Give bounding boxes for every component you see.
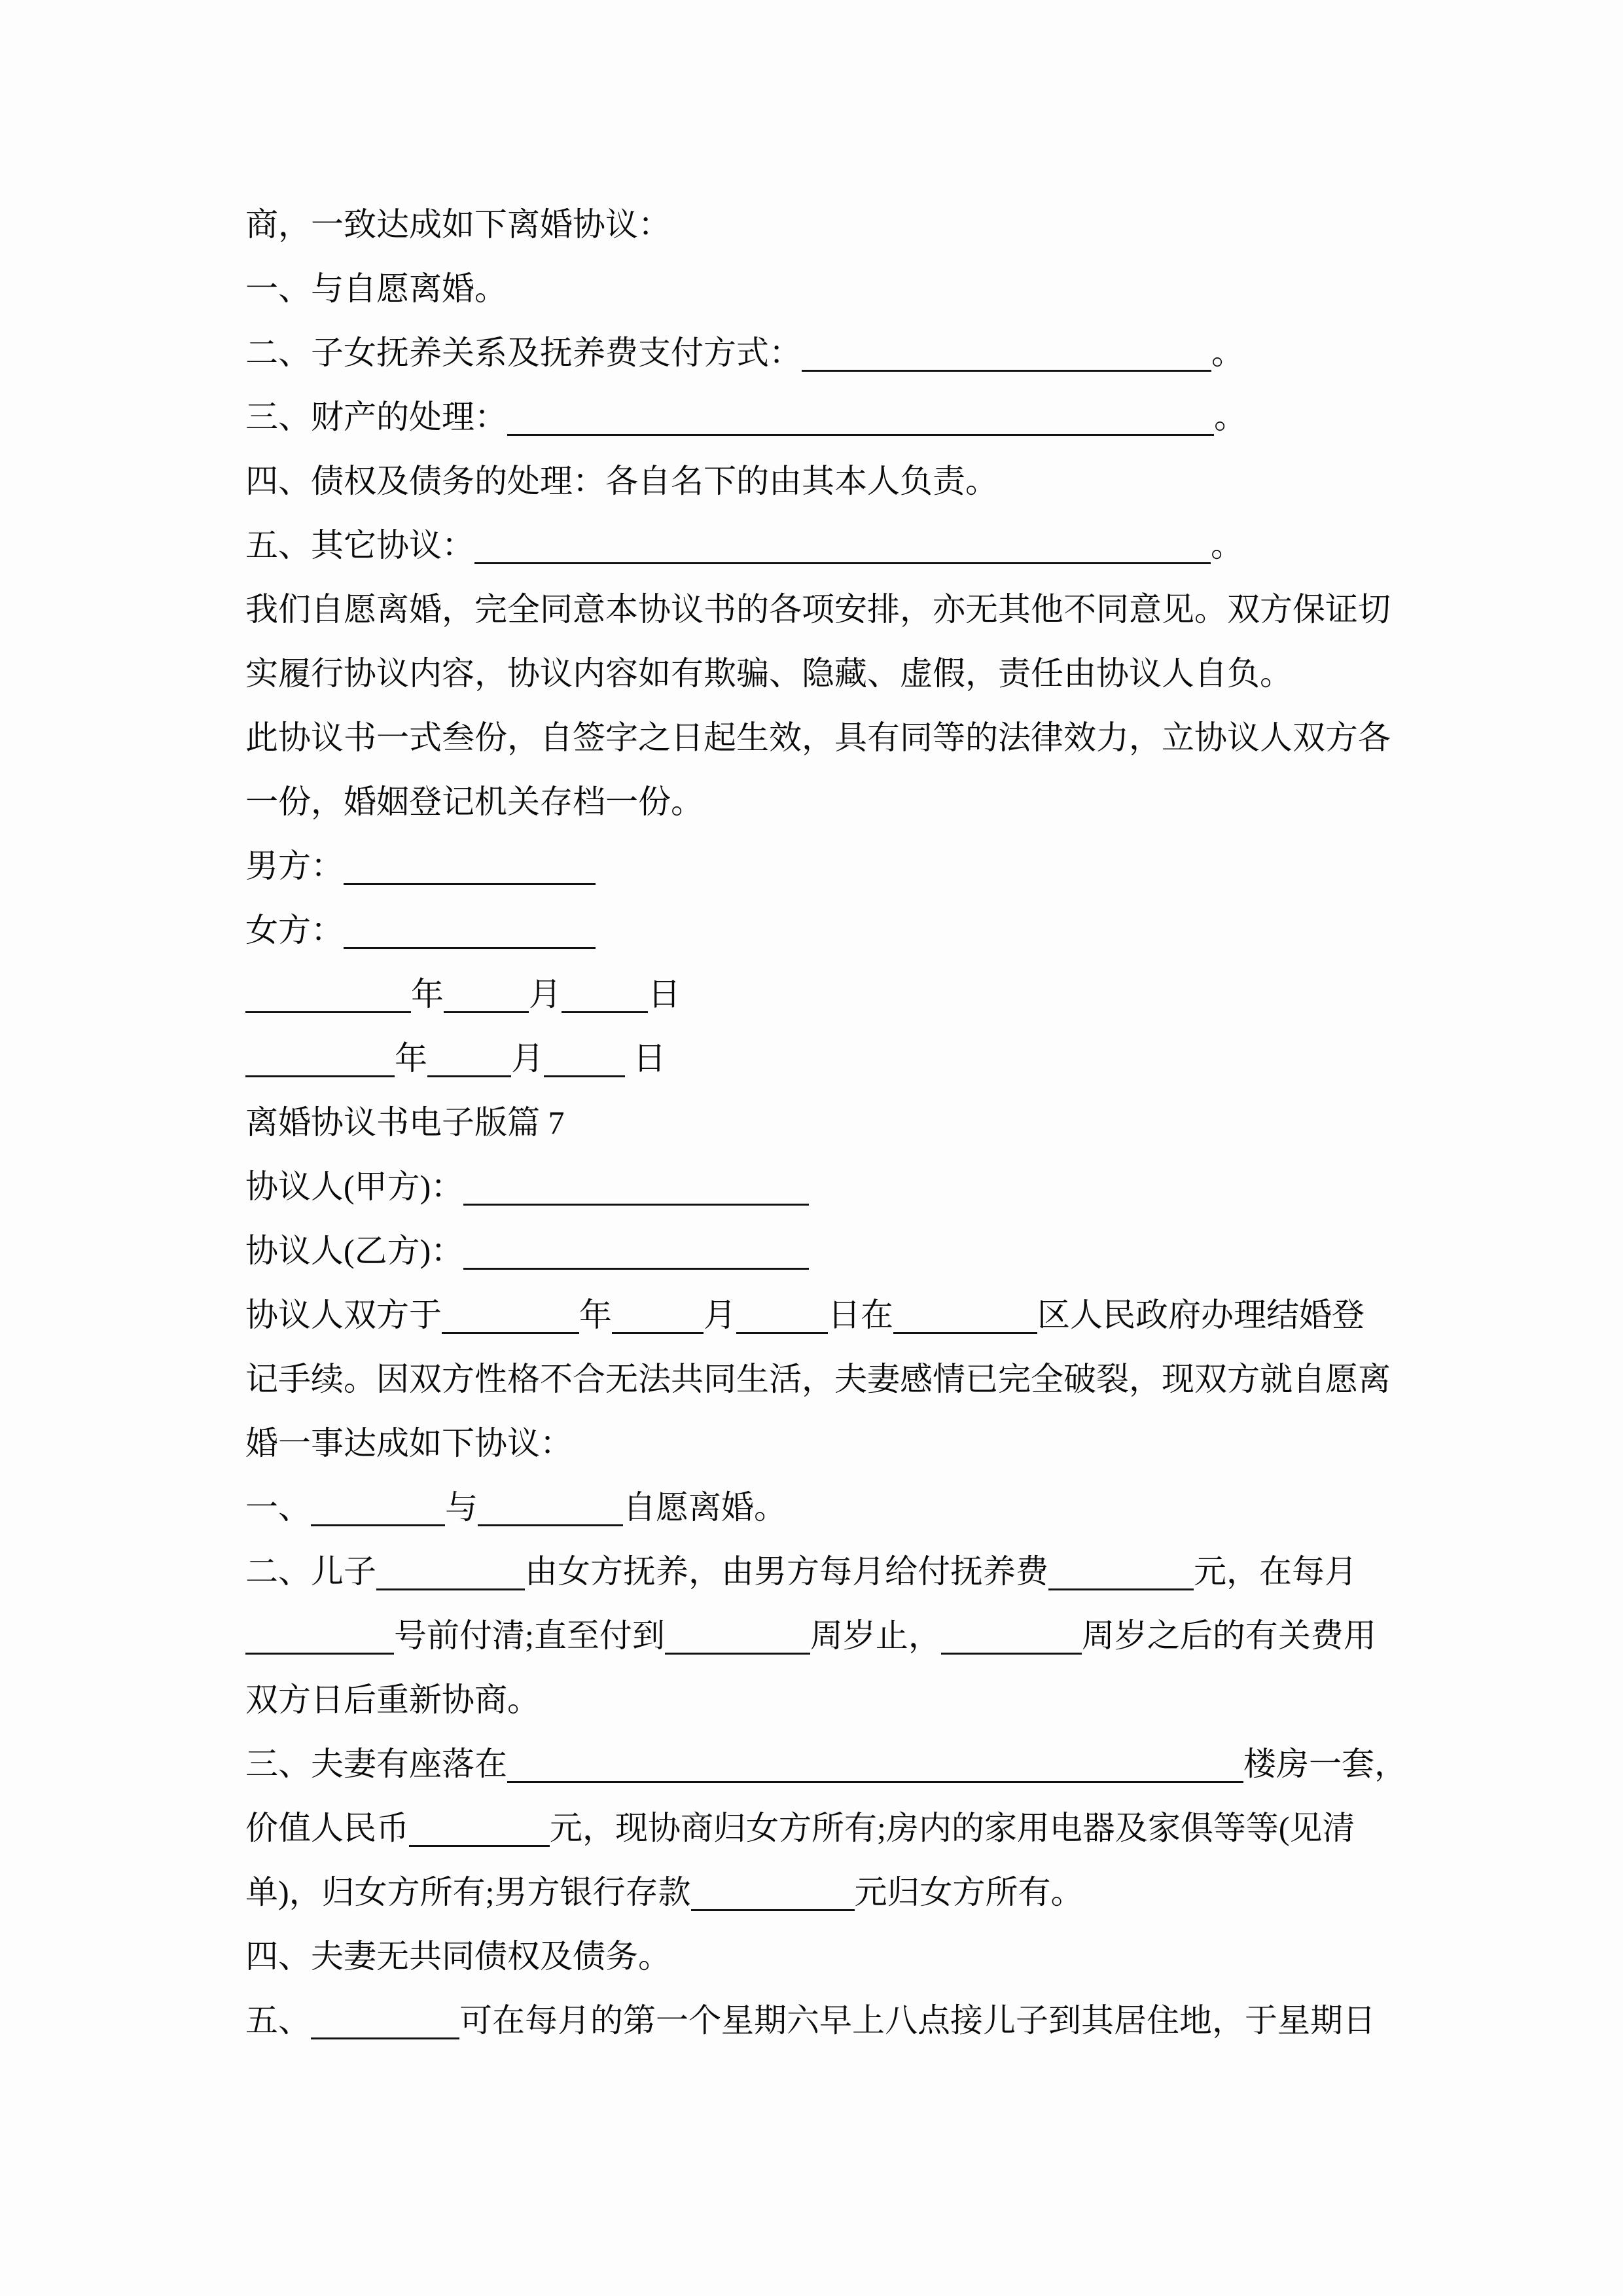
text-run: 日在 — [828, 1297, 893, 1333]
fill-in-blank — [463, 1268, 809, 1270]
fill-in-blank — [802, 370, 1211, 372]
text-run: 元，现协商归女方所有;房内的家用电器及家俱等等(见清 — [550, 1810, 1355, 1846]
fill-in-blank — [344, 883, 596, 885]
text-run: 元归女方所有。 — [854, 1874, 1084, 1910]
fill-in-blank — [507, 434, 1214, 436]
text-run: 单)，归女方所有;男方银行存款 — [245, 1874, 691, 1910]
document-line — [245, 1988, 1400, 2053]
fill-in-blank — [245, 1011, 411, 1013]
document-line — [245, 321, 1400, 385]
text-run: 自愿离婚。 — [623, 1489, 787, 1526]
text-run: 一份，婚姻登记机关存档一份。 — [245, 783, 704, 820]
text-run: 实履行协议内容，协议内容如有欺骗、隐藏、虚假，责任由协议人自负。 — [245, 655, 1293, 692]
text-run: 年 — [411, 976, 444, 1013]
text-run: 与 — [445, 1489, 478, 1526]
document-line — [245, 1283, 1400, 1347]
fill-in-blank — [736, 1332, 828, 1334]
fill-in-blank — [245, 1075, 395, 1077]
text-run: 协议人双方于 — [245, 1297, 442, 1333]
text-run: 二、儿子 — [245, 1553, 376, 1590]
document-line — [245, 1539, 1400, 1604]
fill-in-blank — [427, 1075, 511, 1077]
fill-in-blank — [344, 947, 596, 949]
text-run: 由女方抚养，由男方每月给付抚养费 — [525, 1553, 1048, 1590]
fill-in-blank — [612, 1332, 704, 1334]
text-run: 年 — [579, 1297, 612, 1333]
text-run: 离婚协议书电子版篇 7 — [245, 1104, 565, 1141]
document-line — [245, 1090, 1400, 1155]
document-line — [245, 770, 1400, 834]
fill-in-blank — [311, 2037, 459, 2039]
text-run: 月 — [704, 1297, 736, 1333]
document-line — [245, 385, 1400, 449]
document-line — [245, 962, 1400, 1026]
fill-in-blank — [474, 562, 1211, 564]
document-line — [245, 706, 1400, 770]
text-run: 一、 — [245, 1489, 311, 1526]
text-run: 周岁之后的有关费用 — [1081, 1617, 1376, 1654]
text-run: 此协议书一式叁份，自签字之日起生效，具有同等的法律效力，立协议人双方各 — [245, 719, 1391, 756]
document-line — [245, 1411, 1400, 1475]
text-run: 男方： — [245, 848, 344, 884]
text-run: 日 — [648, 976, 681, 1013]
text-run: 协议人(乙方)： — [245, 1232, 464, 1269]
document-line — [245, 1732, 1407, 1796]
fill-in-blank — [376, 1588, 525, 1590]
document-line — [245, 1924, 1400, 1988]
fill-in-blank — [893, 1332, 1037, 1334]
fill-in-blank — [444, 1011, 529, 1013]
document-line — [245, 192, 1400, 257]
text-run: 。 — [1211, 334, 1244, 371]
document-line — [245, 449, 1400, 513]
text-run: 三、财产的处理： — [245, 399, 507, 435]
document-line — [245, 513, 1400, 577]
fill-in-blank — [544, 1075, 625, 1077]
text-run: 三、夫妻有座落在 — [245, 1746, 507, 1782]
text-run: 四、夫妻无共同债权及债务。 — [245, 1938, 671, 1975]
fill-in-blank — [691, 1909, 855, 1911]
document-line — [245, 1219, 1400, 1283]
text-run: 四、债权及债务的处理：各自名下的由其本人负责。 — [245, 463, 998, 499]
text-run: 商，一致达成如下离婚协议： — [245, 206, 671, 243]
text-run: 我们自愿离婚，完全同意本协议书的各项安排，亦无其他不同意见。双方保证切 — [245, 591, 1391, 628]
fill-in-blank — [941, 1653, 1082, 1655]
document-line — [245, 1475, 1400, 1539]
fill-in-blank — [245, 1653, 394, 1655]
document-body — [245, 192, 1407, 2053]
text-run: 价值人民币 — [245, 1810, 409, 1846]
document-line — [245, 1155, 1400, 1219]
fill-in-blank — [665, 1653, 810, 1655]
text-run: 。 — [1214, 399, 1247, 435]
text-run: 女方： — [245, 912, 344, 948]
text-run: 周岁止， — [810, 1617, 941, 1654]
document-line — [245, 1860, 1400, 1924]
fill-in-blank — [507, 1781, 1243, 1783]
document-line — [245, 257, 1400, 321]
document-line — [245, 1668, 1400, 1732]
text-run: 婚一事达成如下协议： — [245, 1425, 573, 1462]
document-line — [245, 641, 1400, 706]
document-line — [245, 1347, 1400, 1411]
document-line — [245, 1796, 1400, 1860]
fill-in-blank — [311, 1524, 445, 1526]
text-run: 可在每月的第一个星期六早上八点接儿子到其居住地，于星期日 — [459, 2002, 1376, 2039]
document-line — [245, 834, 1400, 898]
text-run: 楼房一套， — [1243, 1746, 1407, 1782]
fill-in-blank — [463, 1204, 809, 1206]
text-run: 年 — [395, 1040, 427, 1077]
text-run: 协议人(甲方)： — [245, 1168, 464, 1205]
text-run: 双方日后重新协商。 — [245, 1681, 540, 1718]
text-run: 五、 — [245, 2002, 311, 2039]
fill-in-blank — [409, 1845, 550, 1847]
text-run: 二、子女抚养关系及抚养费支付方式： — [245, 334, 802, 371]
text-run: 区人民政府办理结婚登 — [1037, 1297, 1364, 1333]
fill-in-blank — [1048, 1588, 1194, 1590]
text-run: 月 — [529, 976, 562, 1013]
document-line — [245, 1604, 1400, 1668]
text-run: 号前付清;直至付到 — [394, 1617, 665, 1654]
document-line — [245, 577, 1400, 641]
text-run: 记手续。因双方性格不合无法共同生活，夫妻感情已完全破裂，现双方就自愿离 — [245, 1361, 1391, 1397]
text-run: 。 — [1211, 527, 1243, 564]
fill-in-blank — [562, 1011, 648, 1013]
text-run: 元，在每月 — [1194, 1553, 1357, 1590]
fill-in-blank — [478, 1524, 623, 1526]
text-run: 月 — [511, 1040, 544, 1077]
document-line — [245, 898, 1400, 962]
text-run: 五、其它协议： — [245, 527, 474, 564]
document-line — [245, 1026, 1400, 1090]
text-run: 日 — [625, 1040, 666, 1077]
text-run: 一、与自愿离婚。 — [245, 270, 507, 307]
fill-in-blank — [442, 1332, 579, 1334]
